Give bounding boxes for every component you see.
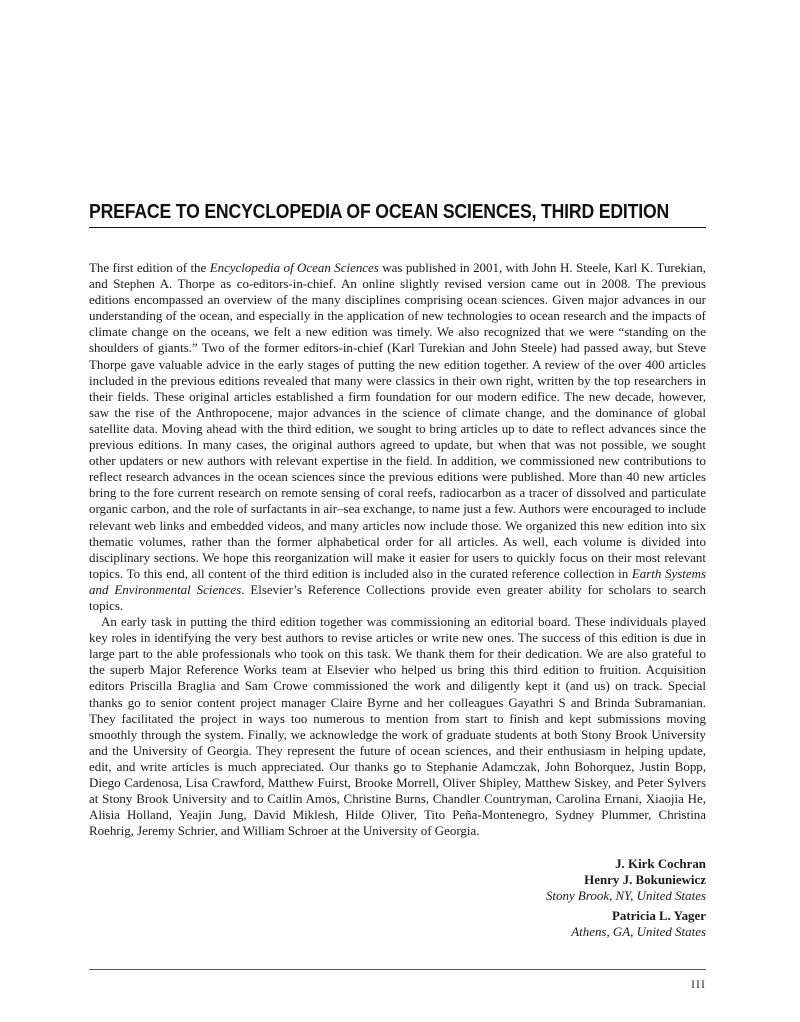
signature-name-cochran: J. Kirk Cochran [615, 856, 706, 871]
preface-body [89, 260, 706, 839]
paragraph-1-text-c: . Elsevier’s Reference Collections provide even greater ability for scholars to search topics. [89, 581, 707, 613]
page-number: III [691, 977, 706, 991]
signature-block [89, 856, 706, 940]
paragraph-1 [89, 260, 706, 614]
book-title-italic: Encyclopedia of Ocean Sciences [209, 260, 379, 275]
footer-rule [89, 969, 706, 970]
signature-name-yager: Patricia L. Yager [611, 908, 706, 924]
paragraph-1-text-b: was published in 2001, with John H. Steele, Karl K. Turekian, and Stephen A. Thorpe as co-editors-in-chief. An online slightly revised version came out in 2008. The previous editions encompassed an overview of the many disciplines comprising ocean sciences. Given major advances in our understanding of the ocean, and especially in the application of new technologies to ocean research and the impacts of climate change on the oceans, we felt a new edition was timely. We also recognized that we were “standing on the shoulders of giants.” Two of the former editors-in-chief (Karl Turekian and John Steele) had passed away, but Steve Thorpe gave valuable advice in the early stages of putting the new edition together. A review of the over 400 articles included in the previous editions revealed that many were classics in their own right, written by the top researchers in their fields. These original articles established a firm foundation for our modern edifice. The new decade, however, saw the rise of the Anthropocene, major advances in the science of climate change, and the dominance of global satellite data. Moving ahead with the third edition, we sought to bring articles up to date to reflect advances since the previous editions. In many cases, the original authors agreed to update, but when that was not possible, we sought other updaters or new authors with relevant expertise in the field. In addition, we commissioned new contributions to reflect research advances in the ocean sciences since the previous editions were published. More than 40 new articles bring to the fore current research on remote sensing of coral reefs, radiocarbon as a tracer of dissolved and particulate organic carbon, and the role of surfactants in air–sea exchange, to name just a few. Authors were encouraged to include relevant web links and embedded videos, and many articles now include those. We organized this new edition into six thematic volumes, rather than the former alphabetical order for all articles. As well, each volume is divided into disciplinary sections. We hope this reorganization will make it easier for users to quickly focus on their most relevant topics. To this end, all content of the third edition is included also in the curated reference collection in [89, 260, 706, 581]
collection-title-italic: Earth Systems and Environmental Sciences [89, 565, 706, 597]
paragraph-2: An early task in putting the third edition together was commissioning an editorial board. These individuals played key roles in identifying the very best authors to revise articles or write new ones. The success of this edition is due in large part to the able professionals who took on this task. We thank them for their dedication. We are also grateful to the superb Major Reference Works team at Elsevier who helped us bring this third edition to fruition. Acquisition editors Priscilla Braglia and Sam Crowe commissioned the work and diligently kept it (and us) on track. Special thanks go to senior content project manager Claire Byrne and her colleagues Gayathri S and Brinda Subramanian. They facilitated the project in ways too numerous to mention from start to finish and kept submissions moving smoothly through the system. Finally, we acknowledge the work of graduate students at both Stony Brook University and the University of Georgia. They represent the future of ocean sciences, and their enthusiasm in helping update, edit, and write articles is much appreciated. Our thanks go to Stephanie Adamczak, John Bohorquez, Justin Bopp, Diego Cardenosa, Lisa Crawford, Matthew Fuirst, Brooke Morrell, Oliver Shipley, Matthew Siskey, and Peter Sylvers at Stony Brook University and to Caitlin Amos, Christine Burns, Chandler Countryman, Carolina Ernani, Xiaojia He, Alisia Holland, Yeajin Jung, David Miklesh, Hilde Oliver, Tito Peña-Montenegro, Sydney Plummer, Christina Roehrig, Jeremy Schrier, and William Schroer at the University of Georgia. [89, 614, 706, 839]
signature-place-stony-brook: Stony Brook, NY, United States [545, 888, 706, 904]
paragraph-1-text-a: The first edition of the [89, 260, 210, 275]
title-rule [89, 227, 706, 228]
signature-name-bokuniewicz: Henry J. Bokuniewicz [584, 872, 706, 888]
page-title: PREFACE TO ENCYCLOPEDIA OF OCEAN SCIENCES, THIRD EDITION [89, 200, 670, 223]
signature-place-athens: Athens, GA, United States [571, 924, 706, 940]
